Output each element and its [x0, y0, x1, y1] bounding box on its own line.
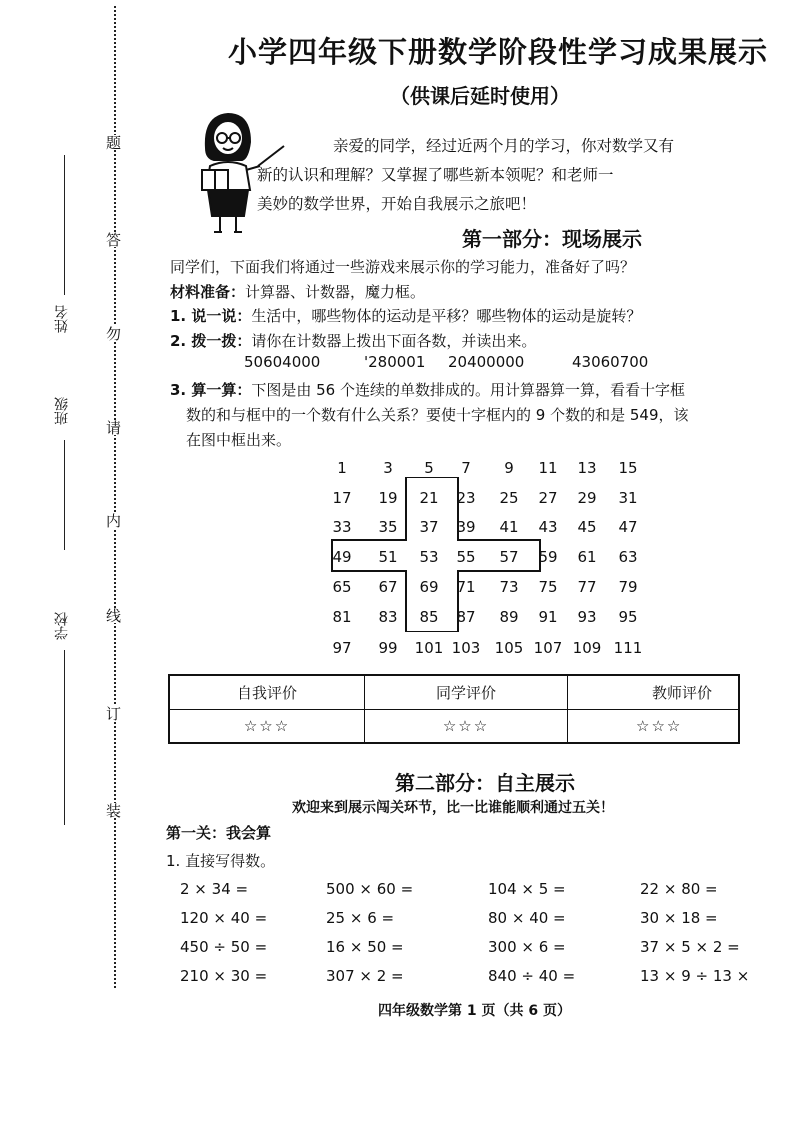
materials-line: [170, 281, 425, 302]
counter-number: 50604000: [244, 353, 321, 371]
name-field-label: 姓名: [54, 305, 70, 333]
part1-intro-line: 同学们，下面我们将通过一些游戏来展示你的学习能力，准备好了吗？: [170, 258, 636, 276]
arithmetic-problem: 80 × 40 =: [488, 909, 566, 927]
grid-number: 13: [577, 459, 597, 477]
arithmetic-problem: 500 × 60 =: [326, 880, 414, 898]
grid-number: 41: [499, 518, 519, 536]
grid-number: 27: [538, 489, 558, 507]
eval-header: 自我评价: [169, 675, 365, 709]
page-title: 小学四年级下册数学阶段性学习成果展示: [228, 35, 769, 69]
arithmetic-problem: 120 × 40 =: [180, 909, 268, 927]
grid-number: 97: [332, 639, 352, 657]
grid-number: 77: [577, 578, 597, 596]
counter-number: '280001: [364, 353, 426, 371]
grid-number: 101: [414, 639, 444, 657]
arithmetic-problem: 450 ÷ 50 =: [180, 938, 268, 956]
arithmetic-problem: 37 × 5 × 2 =: [640, 938, 740, 956]
intro-line: 美妙的数学世界，开始自我展示之旅吧！: [257, 195, 537, 213]
evaluation-table: [168, 674, 740, 744]
binding-char: 订: [104, 706, 122, 721]
question-3-line-2: 数的和与框中的一个数有什么关系？要使十字框内的 9 个数的和是 549，该: [186, 406, 689, 424]
grid-number: 63: [618, 548, 638, 566]
grid-number: 29: [577, 489, 597, 507]
part2-title: 第二部分：自主展示: [395, 771, 575, 795]
grid-number: 51: [378, 548, 398, 566]
binding-char: 内: [104, 513, 122, 528]
grid-number: 9: [504, 459, 514, 477]
arithmetic-problem: 300 × 6 =: [488, 938, 566, 956]
arithmetic-problem: 16 × 50 =: [326, 938, 404, 956]
page-subtitle: （供课后延时使用）: [390, 84, 570, 108]
grid-number: 69: [419, 578, 439, 596]
grid-number: 65: [332, 578, 352, 596]
grid-number: 43: [538, 518, 558, 536]
materials-text: 计算器、计数器，魔力框。: [245, 283, 426, 301]
grid-number: 39: [456, 518, 476, 536]
arithmetic-problem: 840 ÷ 40 =: [488, 967, 576, 985]
grid-number: 31: [618, 489, 638, 507]
grid-number: 87: [456, 608, 476, 626]
arithmetic-problem: 307 × 2 =: [326, 967, 404, 985]
arithmetic-problem: 2 × 34 =: [180, 880, 249, 898]
arithmetic-problem: 13 × 9 ÷ 13 ×: [640, 967, 750, 985]
grid-number: 61: [577, 548, 597, 566]
grid-number: 55: [456, 548, 476, 566]
grid-number: 15: [618, 459, 638, 477]
question-1-text: 生活中，哪些物体的运动是平移？哪些物体的运动是旋转？: [251, 307, 642, 325]
grid-number: 45: [577, 518, 597, 536]
page-footer: 四年级数学第 1 页（共 6 页）: [378, 1003, 571, 1019]
arithmetic-problem: 104 × 5 =: [488, 880, 566, 898]
grid-number: 85: [419, 608, 439, 626]
school-field-label: 学校: [54, 612, 70, 640]
question-1: [170, 305, 641, 326]
class-field-label: 班级: [54, 397, 70, 425]
question-3: [170, 379, 685, 400]
arithmetic-problem: 22 × 80 =: [640, 880, 718, 898]
question-2: [170, 330, 536, 351]
question-3-text: 下图是由 56 个连续的单数排成的。用计算器算一算，看看十字框: [251, 381, 685, 399]
grid-number: 71: [456, 578, 476, 596]
binding-char: 线: [104, 608, 122, 623]
grid-number: 1: [337, 459, 347, 477]
class-field-line-2[interactable]: [64, 440, 65, 550]
grid-number: 49: [332, 548, 352, 566]
grid-number: 83: [378, 608, 398, 626]
grid-number: 89: [499, 608, 519, 626]
grid-number: 99: [378, 639, 398, 657]
arithmetic-problem: 210 × 30 =: [180, 967, 268, 985]
binding-char: 请: [104, 420, 122, 435]
grid-number: 95: [618, 608, 638, 626]
counter-number: 43060700: [572, 353, 649, 371]
grid-number: 53: [419, 548, 439, 566]
question-1-label: 1. 说一说：: [170, 307, 252, 325]
grid-number: 23: [456, 489, 476, 507]
grid-number: 107: [533, 639, 563, 657]
eval-header: 同学评价: [365, 675, 568, 709]
grid-number: 103: [451, 639, 481, 657]
grid-number: 67: [378, 578, 398, 596]
grid-number: 57: [499, 548, 519, 566]
grid-number: 11: [538, 459, 558, 477]
grid-number: 111: [613, 639, 643, 657]
name-field-line[interactable]: [64, 155, 65, 295]
binding-char: 勿: [104, 326, 122, 341]
grid-number: 19: [378, 489, 398, 507]
question-direct-answer: 1. 直接写得数。: [166, 852, 276, 870]
part1-title: 第一部分：现场展示: [462, 227, 642, 251]
cross-frame[interactable]: [330, 477, 550, 632]
grid-number: 17: [332, 489, 352, 507]
question-3-line-3: 在图中框出来。: [186, 431, 292, 449]
question-3-label: 3. 算一算：: [170, 381, 252, 399]
grid-number: 73: [499, 578, 519, 596]
level-1-title: 第一关：我会算: [166, 824, 272, 842]
grid-number: 3: [383, 459, 393, 477]
grid-number: 79: [618, 578, 638, 596]
self-eval-stars[interactable]: ☆☆☆: [169, 709, 365, 743]
part2-welcome: 欢迎来到展示闯关环节，比一比谁能顺利通过五关！: [292, 800, 614, 816]
binding-char: 答: [104, 232, 122, 247]
grid-number: 109: [572, 639, 602, 657]
intro-line: 亲爱的同学，经过近两个月的学习，你对数学又有: [333, 137, 675, 155]
binding-dotted-line: [114, 6, 116, 988]
binding-char: 装: [104, 803, 122, 818]
grid-number: 75: [538, 578, 558, 596]
grid-number: 59: [538, 548, 558, 566]
intro-paragraph: [257, 132, 742, 219]
grid-number: 33: [332, 518, 352, 536]
grid-number: 91: [538, 608, 558, 626]
eval-header: 教师评价: [568, 675, 740, 709]
grid-number: 25: [499, 489, 519, 507]
peer-eval-stars[interactable]: ☆☆☆: [365, 709, 568, 743]
grid-number: 35: [378, 518, 398, 536]
counter-number: 20400000: [448, 353, 525, 371]
grid-number: 21: [419, 489, 439, 507]
binding-char: 题: [104, 135, 122, 150]
teacher-eval-stars[interactable]: ☆☆☆: [568, 709, 740, 743]
grid-number: 93: [577, 608, 597, 626]
materials-label: 材料准备：: [170, 283, 246, 301]
school-field-line[interactable]: [64, 650, 65, 825]
grid-number: 7: [461, 459, 471, 477]
grid-number: 81: [332, 608, 352, 626]
arithmetic-problem: 25 × 6 =: [326, 909, 395, 927]
question-2-label: 2. 拨一拨：: [170, 332, 252, 350]
grid-number: 5: [424, 459, 434, 477]
grid-number: 37: [419, 518, 439, 536]
intro-line: 新的认识和理解？又掌握了哪些新本领呢？和老师一: [257, 166, 614, 184]
grid-number: 105: [494, 639, 524, 657]
question-2-text: 请你在计数器上拨出下面各数，并读出来。: [251, 332, 537, 350]
arithmetic-problem: 30 × 18 =: [640, 909, 718, 927]
grid-number: 47: [618, 518, 638, 536]
